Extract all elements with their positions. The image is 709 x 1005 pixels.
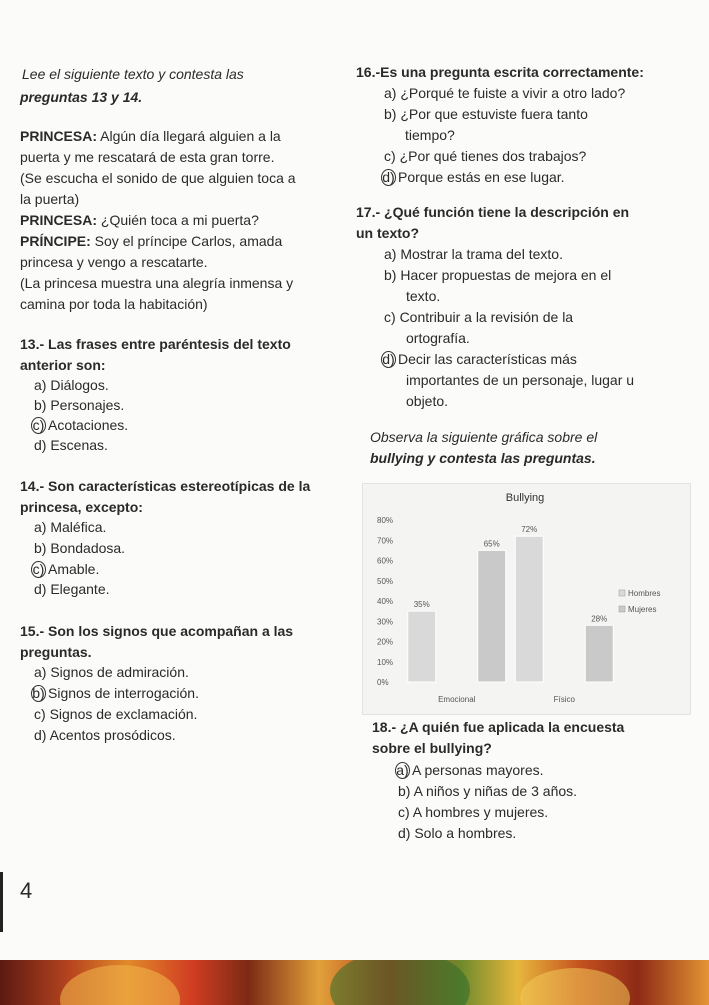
chart-title: Bullying — [505, 492, 545, 504]
dialog-line: PRÍNCIPE: Soy el príncipe Carlos, amada — [20, 233, 283, 249]
q15-option-d[interactable]: d) Acentos prosódicos. — [34, 727, 176, 743]
bullying-chart-svg — [363, 484, 690, 714]
q15-line-2: preguntas. — [20, 644, 92, 660]
graph-intro-line-2: bullying y contesta las preguntas. — [370, 450, 596, 466]
dialog-line: (La princesa muestra una alegría inmensa y — [20, 275, 294, 291]
q16-option-b[interactable]: b) ¿Por que estuviste fuera tanto — [384, 106, 588, 122]
q17-line-2: un texto? — [356, 225, 419, 241]
decorative-blob — [330, 960, 470, 1005]
q16-option-b-cont: tiempo? — [405, 127, 455, 143]
q17-option-d-cont: importantes de un personaje, lugar u — [406, 372, 635, 388]
q18-line-2: sobre el bullying? — [372, 740, 492, 756]
bar-hombres — [515, 536, 543, 682]
y-tick-label: 80% — [377, 516, 394, 525]
y-tick-label: 70% — [377, 536, 394, 546]
q17-option-b-cont: texto. — [406, 288, 441, 304]
q14-option-b[interactable]: b) Bondadosa. — [34, 540, 126, 556]
q16-option-c[interactable]: c) ¿Por qué tienes dos trabajos? — [384, 148, 587, 164]
q13-option-a[interactable]: a) Diálogos. — [34, 377, 109, 393]
bar-data-label: 28% — [591, 614, 608, 624]
q18-option-b[interactable]: b) A niños y niñas de 3 años. — [398, 783, 578, 799]
intro-line-2: preguntas 13 y 14. — [20, 89, 143, 105]
q14-option-a[interactable]: a) Maléfica. — [34, 519, 107, 535]
q15-option-c[interactable]: c) Signos de exclamación. — [34, 706, 198, 722]
y-tick-label: 40% — [377, 597, 394, 606]
q13-line-1: 13.- Las frases entre paréntesis del texto — [20, 336, 291, 352]
page-edge-mark — [0, 872, 3, 932]
q17-option-b[interactable]: b) Hacer propuestas de mejora en el — [384, 267, 612, 283]
bullying-chart — [362, 483, 691, 715]
q16-title: 16.-Es una pregunta escrita correctamente: — [356, 64, 644, 80]
q14-option-d[interactable]: d) Elegante. — [34, 581, 110, 597]
y-tick-label: 20% — [377, 637, 394, 647]
legend-label: Mujeres — [628, 605, 657, 614]
y-tick-label: 0% — [377, 678, 389, 687]
dialog-line: la puerta) — [20, 191, 80, 207]
y-tick-label: 60% — [377, 556, 394, 566]
q17-option-d-selected[interactable]: d) Decir las características más — [382, 351, 577, 367]
q17-line-1: 17.- ¿Qué función tiene la descripción en — [356, 204, 630, 220]
bar-mujeres — [585, 625, 613, 682]
bar-mujeres — [478, 550, 506, 682]
q13-option-d[interactable]: d) Escenas. — [34, 437, 108, 453]
q17-option-c[interactable]: c) Contribuir a la revisión de la — [384, 309, 574, 325]
q14-line-1: 14.- Son características estereotípicas de la — [20, 478, 311, 494]
dialog-line: PRINCESA: ¿Quién toca a mi puerta? — [20, 212, 259, 228]
x-category-label: Emocional — [438, 695, 476, 704]
dialog-line: princesa y vengo a rescatarte. — [20, 254, 208, 270]
q16-option-d-selected[interactable]: d) Porque estás en ese lugar. — [382, 169, 565, 185]
dialog-line: PRINCESA: Algún día llegará alguien a la — [20, 128, 281, 144]
q15-option-a[interactable]: a) Signos de admiración. — [34, 664, 189, 680]
y-tick-label: 10% — [377, 657, 394, 667]
q18-option-c[interactable]: c) A hombres y mujeres. — [398, 804, 549, 820]
q16-option-a[interactable]: a) ¿Porqué te fuiste a vivir a otro lado? — [384, 85, 626, 101]
page-number: 4 — [20, 878, 33, 903]
bar-data-label: 35% — [413, 600, 430, 610]
q18-line-1: 18.- ¿A quién fue aplicada la encuesta — [372, 719, 625, 735]
legend-swatch — [619, 606, 625, 612]
bar-data-label: 65% — [483, 539, 500, 549]
y-tick-label: 30% — [377, 617, 394, 627]
dialog-line: camina por toda la habitación) — [20, 296, 208, 312]
q17-option-c-cont: ortografía. — [406, 330, 470, 346]
bar-hombres — [408, 611, 436, 682]
decorative-fruit-border — [0, 960, 709, 1005]
q13-option-b[interactable]: b) Personajes. — [34, 397, 125, 413]
q14-line-2: princesa, excepto: — [20, 499, 143, 515]
q18-option-d[interactable]: d) Solo a hombres. — [398, 825, 517, 841]
intro-line-1: Lee el siguiente texto y contesta las — [22, 66, 244, 82]
q17-option-a[interactable]: a) Mostrar la trama del texto. — [384, 246, 563, 262]
q13-option-c-selected[interactable]: c) Acotaciones. — [32, 417, 129, 433]
dialog-line: puerta y me rescatará de esta gran torre. — [20, 149, 275, 165]
decorative-blob — [60, 965, 180, 1005]
x-category-label: Físico — [553, 695, 575, 704]
dialog-line: (Se escucha el sonido de que alguien toca a — [20, 170, 296, 186]
legend-swatch — [619, 590, 625, 596]
decorative-blob — [520, 968, 630, 1005]
graph-intro-line-1: Observa la siguiente gráfica sobre el — [370, 429, 598, 445]
bar-data-label: 72% — [521, 525, 538, 535]
y-tick-label: 50% — [377, 576, 394, 586]
q17-option-d-cont2: objeto. — [406, 393, 449, 409]
q14-option-c-selected[interactable]: c) Amable. — [32, 561, 100, 577]
legend-label: Hombres — [628, 589, 661, 598]
q18-option-a-selected[interactable]: a) A personas mayores. — [396, 762, 544, 778]
q15-line-1: 15.- Son los signos que acompañan a las — [20, 623, 294, 639]
q13-line-2: anterior son: — [20, 357, 106, 373]
q15-option-b-selected[interactable]: b) Signos de interrogación. — [32, 685, 199, 701]
